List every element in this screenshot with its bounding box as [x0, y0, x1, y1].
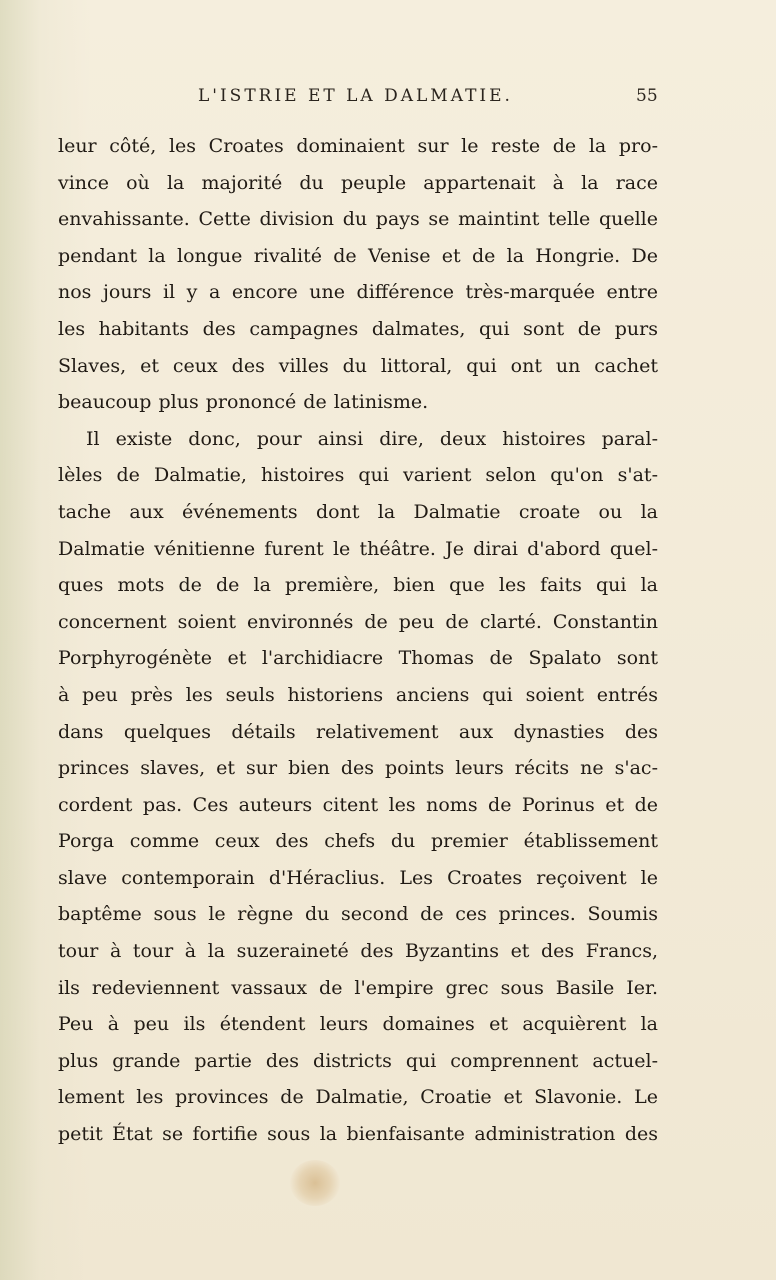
- text-line: à peu près les seuls historiens anciens qui soient entrés: [58, 683, 658, 706]
- text-line: tache aux événements dont la Dalmatie croate ou la: [58, 500, 658, 523]
- page-header: [0, 86, 776, 112]
- paragraph: [58, 421, 658, 1153]
- running-title: L'ISTRIE ET LA DALMATIE.: [198, 86, 513, 106]
- text-line: dans quelques détails relativement aux dynasties des: [58, 720, 658, 743]
- text-line: petit État se fortifie sous la bienfaisante administration des: [58, 1123, 658, 1146]
- text-line: leur côté, les Croates dominaient sur le reste de la pro-: [58, 135, 658, 157]
- text-line: envahissante. Cette division du pays se maintint telle quelle: [58, 208, 658, 231]
- text-line: Dalmatie vénitienne furent le théâtre. Je dirai d'abord quel-: [58, 537, 658, 560]
- text-line: plus grande partie des districts qui comprennent actuel-: [58, 1049, 658, 1072]
- paragraph: [58, 128, 658, 421]
- text-line: ils redeviennent vassaux de l'empire grec sous Basile Ier.: [58, 976, 658, 999]
- text-line: vince où la majorité du peuple appartenait à la race: [58, 171, 658, 194]
- body-text: [58, 128, 658, 1153]
- page-number: 55: [636, 86, 658, 106]
- text-line: Porga comme ceux des chefs du premier établissement: [58, 830, 658, 853]
- text-line: nos jours il y a encore une différence très-marquée entre: [58, 281, 658, 304]
- text-line: slave contemporain d'Héraclius. Les Croates reçoivent le: [58, 866, 658, 889]
- text-line: cordent pas. Ces auteurs citent les noms de Porinus et de: [58, 793, 658, 816]
- paper-stain: [290, 1160, 340, 1206]
- text-line: beaucoup plus prononcé de latinisme.: [58, 391, 429, 414]
- text-line: Slaves, et ceux des villes du littoral, qui ont un cachet: [58, 354, 658, 377]
- text-line: princes slaves, et sur bien des points leurs récits ne s'ac-: [58, 757, 658, 780]
- text-line: lèles de Dalmatie, histoires qui varient selon qu'on s'at-: [58, 464, 658, 487]
- text-line: ques mots de de la première, bien que les faits qui la: [58, 574, 658, 597]
- text-line: concernent soient environnés de peu de clarté. Constantin: [58, 610, 658, 633]
- text-line: tour à tour à la suzeraineté des Byzantins et des Francs,: [58, 940, 658, 963]
- text-line: lement les provinces de Dalmatie, Croatie et Slavonie. Le: [58, 1086, 658, 1109]
- text-line: les habitants des campagnes dalmates, qui sont de purs: [58, 317, 658, 340]
- text-line: Il existe donc, pour ainsi dire, deux histoires paral-: [86, 427, 658, 450]
- text-line: pendant la longue rivalité de Venise et de la Hongrie. De: [58, 244, 658, 267]
- text-line: baptême sous le règne du second de ces princes. Soumis: [58, 903, 658, 926]
- text-line: Porphyrogénète et l'archidiacre Thomas de Spalato sont: [58, 647, 658, 670]
- text-line: Peu à peu ils étendent leurs domaines et acquièrent la: [58, 1013, 658, 1036]
